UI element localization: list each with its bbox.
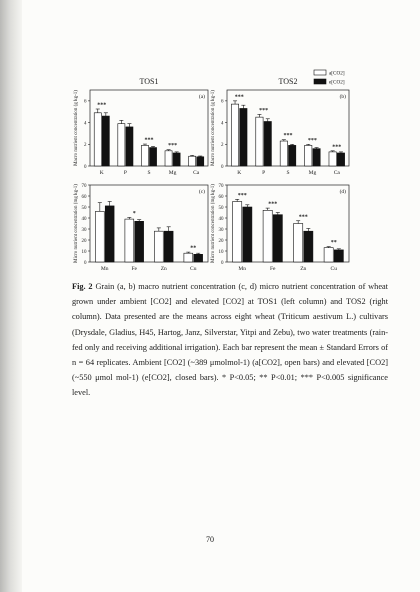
panel-a-xtick-label-p: P xyxy=(123,170,127,176)
panel-c-sig-cu: ** xyxy=(190,245,197,252)
panel-c-bar-mn-elevated xyxy=(105,206,114,262)
panel-d-xtick-label-mn: Mn xyxy=(238,266,247,272)
panel-c-sig-fe: * xyxy=(132,210,136,217)
panel-a-bar-p-elevated xyxy=(126,127,133,166)
caption-body: Grain (a, b) macro nutrient concentration (c, d) micro nutrient concentration of wheat grown under ambient [CO2] and elevated [CO2] at TOS1 (left column) and TOS2 (right column). Data presented are the means across eight wheat (Triticum aestivum L.) cultivars (Drysdale, Gladius, H45, Hartog, Janz, Silverstar, Yitpi and Zebu), two water treatments (rain-fed only and receiving additional irrigation). Each bar represent the mean ± Standard Errors of n = 64 replicates. Ambient [CO2] (~389 μmolmol-1) (a[CO2], open bars) and elevated [CO2] (~550 μmol mol-1) (e[CO2], closed bars). * P<0.05; ** P<0.01; *** P<0.005 significance level. xyxy=(72,282,388,398)
panel-b-bar-mg-elevated xyxy=(313,149,320,166)
panel-c-xtick-label-zn: Zn xyxy=(160,266,167,272)
panel-b-sig-k: *** xyxy=(234,94,244,101)
panel-c-ytick-label: 50 xyxy=(81,205,87,211)
panel-b-ytick-label: 0 xyxy=(221,164,224,170)
panel-b-xtick-label-mg: Mg xyxy=(308,170,317,176)
panel-b-sig-s: *** xyxy=(283,133,293,140)
panel-d-bar-mn-ambient xyxy=(233,202,242,263)
panel-d-ytick-label: 40 xyxy=(218,216,224,222)
page-number: 70 xyxy=(206,535,214,544)
legend-label-elevated: e[CO2] xyxy=(329,79,345,86)
panel-b-bar-p-elevated xyxy=(264,121,271,166)
panel-d-bar-fe-ambient xyxy=(263,210,272,262)
panel-b-bar-k-elevated xyxy=(240,108,247,166)
panel-c-ytick-label: 10 xyxy=(81,249,87,255)
panel-d-sig-mn: *** xyxy=(237,192,247,199)
panel-a-xtick-label-s: S xyxy=(147,170,151,176)
panel-a-bar-k-ambient xyxy=(94,113,101,166)
legend-label-ambient: a[CO2] xyxy=(329,70,345,77)
panel-d-ytick-label: 20 xyxy=(218,238,224,244)
panel-c-ytick-label: 60 xyxy=(81,194,87,200)
panel-a-xtick-label-mg: Mg xyxy=(168,170,177,176)
panel-b-bar-ca-elevated xyxy=(337,153,344,166)
panel-c-xtick-label-cu: Cu xyxy=(190,266,197,272)
panel-b-sig-ca: *** xyxy=(332,144,342,151)
panel-a-bar-s-elevated xyxy=(150,148,157,166)
panel-d-ytick-label: 60 xyxy=(218,194,224,200)
panel-b-bar-p-ambient xyxy=(256,117,263,166)
column-title-2: TOS2 xyxy=(278,77,298,86)
panel-a-ylabel: Macro nutrient concentration (g kg-1) xyxy=(74,90,79,166)
panel-b-xtick-label-s: S xyxy=(286,170,290,176)
panel-b-bar-ca-ambient xyxy=(329,152,336,166)
panel-c-bar-zn-ambient xyxy=(154,231,163,262)
panel-c-bar-cu-elevated xyxy=(194,254,203,262)
panel-c-bar-fe-elevated xyxy=(135,221,144,262)
panel-d-xtick-label-fe: Fe xyxy=(270,266,276,272)
panel-d-bar-zn-elevated xyxy=(304,231,313,262)
panel-c-ytick-label: 30 xyxy=(81,227,87,233)
panel-a-bar-mg-elevated xyxy=(173,153,180,166)
panel-d-ylabel: Micro nutrient concentration (mg kg-1) xyxy=(211,184,216,263)
panel-b-xtick-label-k: K xyxy=(237,170,242,176)
panel-a-bar-k-elevated xyxy=(102,116,109,166)
panel-a-bar-ca-elevated xyxy=(197,157,204,166)
panel-c-ytick-label: 20 xyxy=(81,238,87,244)
figure-caption xyxy=(72,279,388,401)
panel-a-sig-k: *** xyxy=(97,102,107,109)
panel-c-bar-zn-elevated xyxy=(164,231,173,262)
panel-b-xtick-label-p: P xyxy=(262,170,266,176)
panel-a-ytick-label: 0 xyxy=(84,164,87,170)
panel-a-xtick-label-k: K xyxy=(99,170,104,176)
panel-d-xtick-label-cu: Cu xyxy=(330,266,337,272)
caption-lead: Fig. 2 xyxy=(72,282,93,291)
panel-a-ytick-label: 2 xyxy=(84,143,87,149)
panel-c-letter: (c) xyxy=(198,189,205,195)
panel-c-xtick-label-fe: Fe xyxy=(131,266,137,272)
panel-b-ytick-label: 6 xyxy=(221,99,224,105)
panel-c-ytick-label: 40 xyxy=(81,216,87,222)
panel-a-bar-mg-ambient xyxy=(165,151,172,166)
panel-d-bar-zn-ambient xyxy=(294,224,303,263)
panel-b-xtick-label-ca: Ca xyxy=(333,170,340,176)
panel-c-ylabel: Micro nutrient concentration (mg kg-1) xyxy=(74,184,79,263)
panel-d-bar-mn-elevated xyxy=(243,207,252,262)
panel-a-xtick-label-ca: Ca xyxy=(193,170,200,176)
panel-d-bar-cu-ambient xyxy=(324,248,333,262)
panel-d-letter: (d) xyxy=(339,189,346,195)
panel-b-bar-mg-ambient xyxy=(305,145,312,166)
panel-d-ytick-label: 30 xyxy=(218,227,224,233)
panel-a-bar-p-ambient xyxy=(118,124,125,166)
panel-a-sig-mg: *** xyxy=(168,143,178,150)
panel-a-letter: (a) xyxy=(198,94,205,100)
panel-d-ytick-label: 50 xyxy=(218,205,224,211)
panel-d-sig-zn: *** xyxy=(298,214,308,221)
panel-a-ytick-label: 6 xyxy=(84,99,87,105)
legend-swatch-ambient xyxy=(314,70,326,75)
column-title-1: TOS1 xyxy=(139,77,159,86)
panel-a-ytick-label: 4 xyxy=(84,121,87,127)
panel-b-ytick-label: 4 xyxy=(221,121,224,127)
panel-d-sig-fe: *** xyxy=(268,201,278,208)
panel-c-bar-cu-ambient xyxy=(184,253,193,262)
panel-c-ytick-label: 0 xyxy=(84,260,87,266)
panel-b-bar-s-ambient xyxy=(280,141,287,166)
legend-swatch-elevated xyxy=(314,79,326,84)
panel-d-sig-cu: ** xyxy=(330,240,337,247)
panel-c-xtick-label-mn: Mn xyxy=(100,266,109,272)
panel-a-bar-ca-ambient xyxy=(189,156,196,166)
panel-b-ylabel: Macro nutrient concentration (g kg-1) xyxy=(211,90,216,166)
panel-b-bar-k-ambient xyxy=(231,104,238,166)
panel-b-bar-s-elevated xyxy=(289,145,296,166)
panel-a-bar-s-ambient xyxy=(141,145,148,166)
panel-b-sig-mg: *** xyxy=(307,137,317,144)
panel-d-bar-fe-elevated xyxy=(273,215,282,262)
panel-b-letter: (b) xyxy=(339,94,346,100)
panel-b-ytick-label: 2 xyxy=(221,143,224,149)
panel-d-ytick-label: 0 xyxy=(221,260,224,266)
panel-a-sig-s: *** xyxy=(144,137,154,144)
panel-d-xtick-label-zn: Zn xyxy=(300,266,307,272)
panel-d-ytick-label: 70 xyxy=(218,183,224,189)
panel-c-ytick-label: 70 xyxy=(81,183,87,189)
panel-d-bar-cu-elevated xyxy=(334,250,343,262)
panel-c-bar-mn-ambient xyxy=(95,211,104,262)
panel-d-ytick-label: 10 xyxy=(218,249,224,255)
panel-c-bar-fe-ambient xyxy=(125,219,134,262)
panel-b-sig-p: *** xyxy=(259,107,269,114)
